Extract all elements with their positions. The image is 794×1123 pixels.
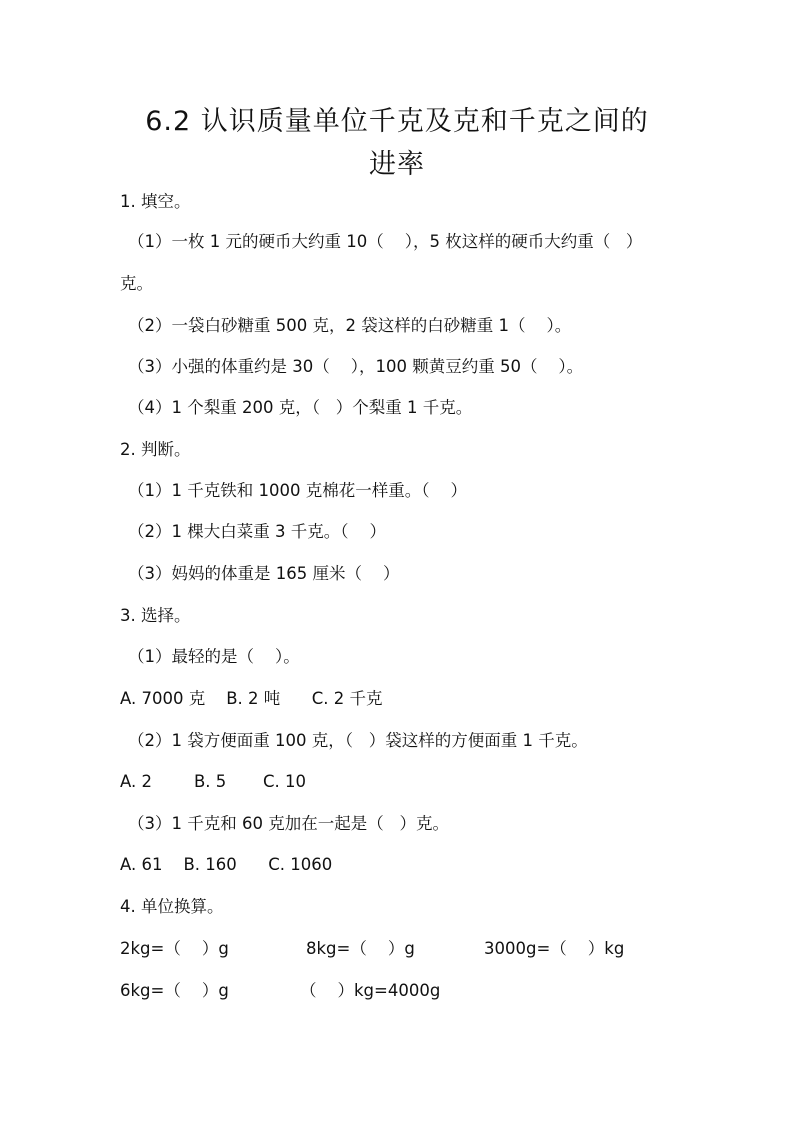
fill-question-4: （4）1 个梨重 200 克，（ ）个梨重 1 千克。 <box>128 398 473 417</box>
page-title-continued: 进率 <box>369 149 425 180</box>
choice-question-2: （2）1 袋方便面重 100 克，（ ）袋这样的方便面重 1 千克。 <box>128 731 588 750</box>
convert-item-2: 8kg=（ ）g <box>306 939 415 958</box>
section-heading-choice: 3. 选择。 <box>120 606 191 625</box>
section-heading-judge: 2. 判断。 <box>120 440 191 459</box>
choice-question-3-options: A. 61 B. 160 C. 1060 <box>120 855 333 874</box>
judge-question-1: （1）1 千克铁和 1000 克棉花一样重。（ ） <box>128 481 467 500</box>
convert-item-3: 3000g=（ ）kg <box>484 939 625 958</box>
convert-item-5: （ ）kg=4000g <box>300 981 441 1000</box>
judge-question-3: （3）妈妈的体重是 165 厘米（ ） <box>128 564 400 583</box>
fill-question-3: （3）小强的体重约是 30（ ），100 颗黄豆约重 50（ ）。 <box>128 357 584 376</box>
choice-question-1-options: A. 7000 克 B. 2 吨 C. 2 千克 <box>120 689 383 708</box>
convert-item-1: 2kg=（ ）g <box>120 939 229 958</box>
choice-question-1: （1）最轻的是（ ）。 <box>128 647 300 666</box>
judge-question-2: （2）1 棵大白菜重 3 千克。（ ） <box>128 522 386 541</box>
convert-item-4: 6kg=（ ）g <box>120 981 229 1000</box>
choice-question-2-options: A. 2 B. 5 C. 10 <box>120 772 306 791</box>
page-title: 6.2 认识质量单位千克及克和千克之间的 <box>145 106 649 137</box>
section-heading-fill-blank: 1. 填空。 <box>120 192 191 211</box>
fill-question-1-continued: 克。 <box>120 274 153 293</box>
fill-question-1: （1）一枚 1 元的硬币大约重 10（ ），5 枚这样的硬币大约重（ ） <box>128 232 643 251</box>
choice-question-3: （3）1 千克和 60 克加在一起是（ ）克。 <box>128 814 449 833</box>
section-heading-convert: 4. 单位换算。 <box>120 897 224 916</box>
fill-question-2: （2）一袋白砂糖重 500 克，2 袋这样的白砂糖重 1（ ）。 <box>128 316 572 335</box>
